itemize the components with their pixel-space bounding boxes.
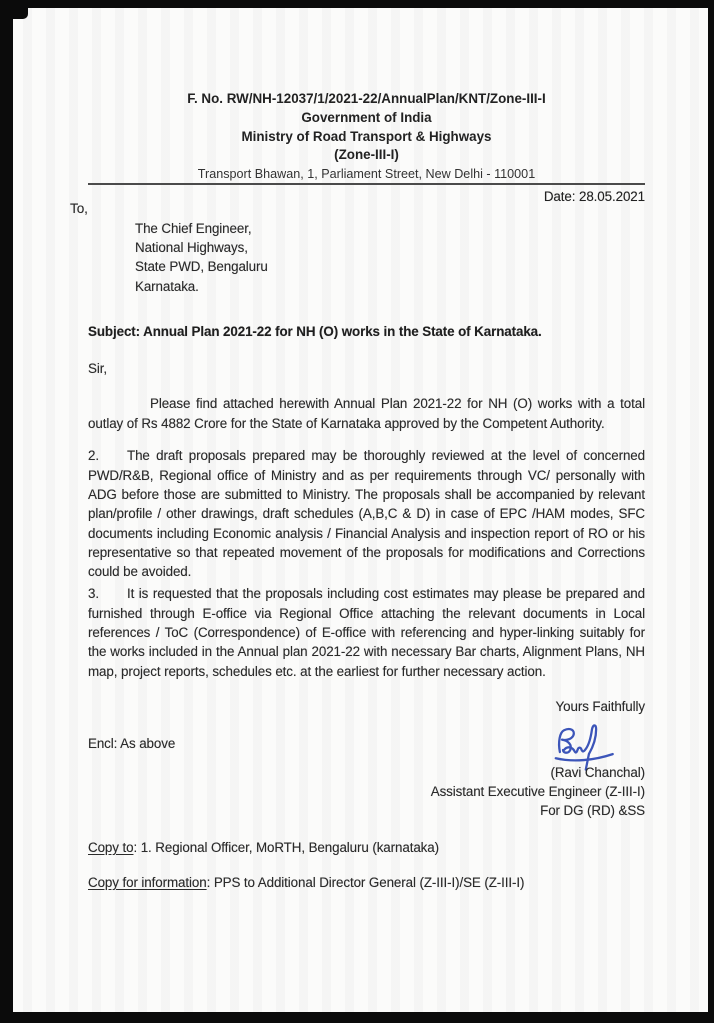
letterhead-divider bbox=[88, 183, 645, 185]
signatory-name: (Ravi Chanchal) bbox=[550, 765, 645, 780]
ministry-line: Ministry of Road Transport & Highways bbox=[241, 128, 492, 144]
copy-for-information-label: Copy for information bbox=[88, 875, 207, 890]
salutation: Sir, bbox=[88, 361, 107, 376]
office-address: Transport Bhawan, 1, Parliament Street, New Delhi - 110001 bbox=[197, 167, 536, 182]
paragraph-number: 2. bbox=[88, 448, 99, 464]
letterhead bbox=[88, 90, 645, 184]
copy-for-information-line bbox=[88, 873, 524, 892]
recipient-line: The Chief Engineer, bbox=[135, 221, 252, 236]
recipient-line: National Highways, bbox=[135, 240, 248, 256]
signature-stroke-group bbox=[556, 725, 613, 769]
recipient-line: State PWD, Bengaluru bbox=[135, 259, 268, 275]
paragraph-text: The draft proposals prepared may be thoroughly reviewed at the level of concerned PWD/R&B, Regional office of Ministry and as per requirements through VC/ personally with ADG before those are submitted to Ministry. The proposals shall be accompanied by relevant plan/profile / other drawings, draft schedules (A,B,C & D) in case of EPC /HAM modes, SFC documents including Economic analysis / Financial Analysis and inspection report of RO or his representative so that repeated movement of the proposals for modifications and Corrections could be avoided. bbox=[88, 448, 645, 580]
copy-for-information-text: : PPS to Additional Director General (Z-III-I)/SE (Z-III-I) bbox=[206, 875, 525, 890]
body-paragraph-2 bbox=[88, 446, 645, 581]
body-paragraph-3 bbox=[88, 584, 645, 680]
scan-border-left bbox=[0, 0, 13, 1023]
copy-to-line bbox=[88, 838, 439, 857]
body-paragraph-1 bbox=[88, 394, 645, 433]
valediction: Yours Faithfully bbox=[555, 699, 645, 714]
letter-date: Date: 28.05.2021 bbox=[543, 189, 645, 204]
scan-border-top bbox=[0, 0, 714, 8]
government-line: Government of India bbox=[301, 109, 432, 125]
scan-border-right bbox=[708, 0, 714, 1023]
paragraph-number: 3. bbox=[88, 586, 99, 602]
recipient-line: Karnataka. bbox=[135, 278, 199, 294]
copy-to-text: : 1. Regional Officer, MoRTH, Bengaluru (karnataka) bbox=[133, 840, 439, 855]
scan-border-bottom bbox=[0, 1012, 714, 1023]
paragraph-text: Please find attached herewith Annual Plan 2021-22 for NH (O) works with a total outlay of Rs 4882 Crore for the State of Karnataka approved by the Competent Authority. bbox=[88, 396, 645, 431]
recipient-address bbox=[135, 219, 268, 296]
signatory-designation: Assistant Executive Engineer (Z-III-I) bbox=[430, 783, 645, 799]
zone-line: (Zone-III-I) bbox=[334, 147, 399, 163]
paragraph-text: It is requested that the proposals including cost estimates may please be prepared and furnished through E-office via Regional Office attaching the relevant documents in Local references / ToC (Correspondence) of E-office with referencing and hyper-linking suitably for the works included in the Annual plan 2021-22 with necessary Bar charts, Alignment Plans, NH map, project reports, schedules etc. at the earliest for further necessary action. bbox=[88, 586, 645, 679]
file-number: F. No. RW/NH-12037/1/2021-22/AnnualPlan/KNT/Zone-III-I bbox=[187, 91, 546, 106]
signatory-block bbox=[88, 764, 645, 820]
to-word: To, bbox=[70, 201, 88, 216]
subject-line: Subject: Annual Plan 2021-22 for NH (O) works in the State of Karnataka. bbox=[88, 324, 542, 339]
signatory-for: For DG (RD) &SS bbox=[540, 802, 645, 818]
enclosure-note: Encl: As above bbox=[88, 736, 176, 751]
copy-to-label: Copy to bbox=[88, 840, 134, 855]
scan-border-corner-notch bbox=[13, 0, 28, 19]
